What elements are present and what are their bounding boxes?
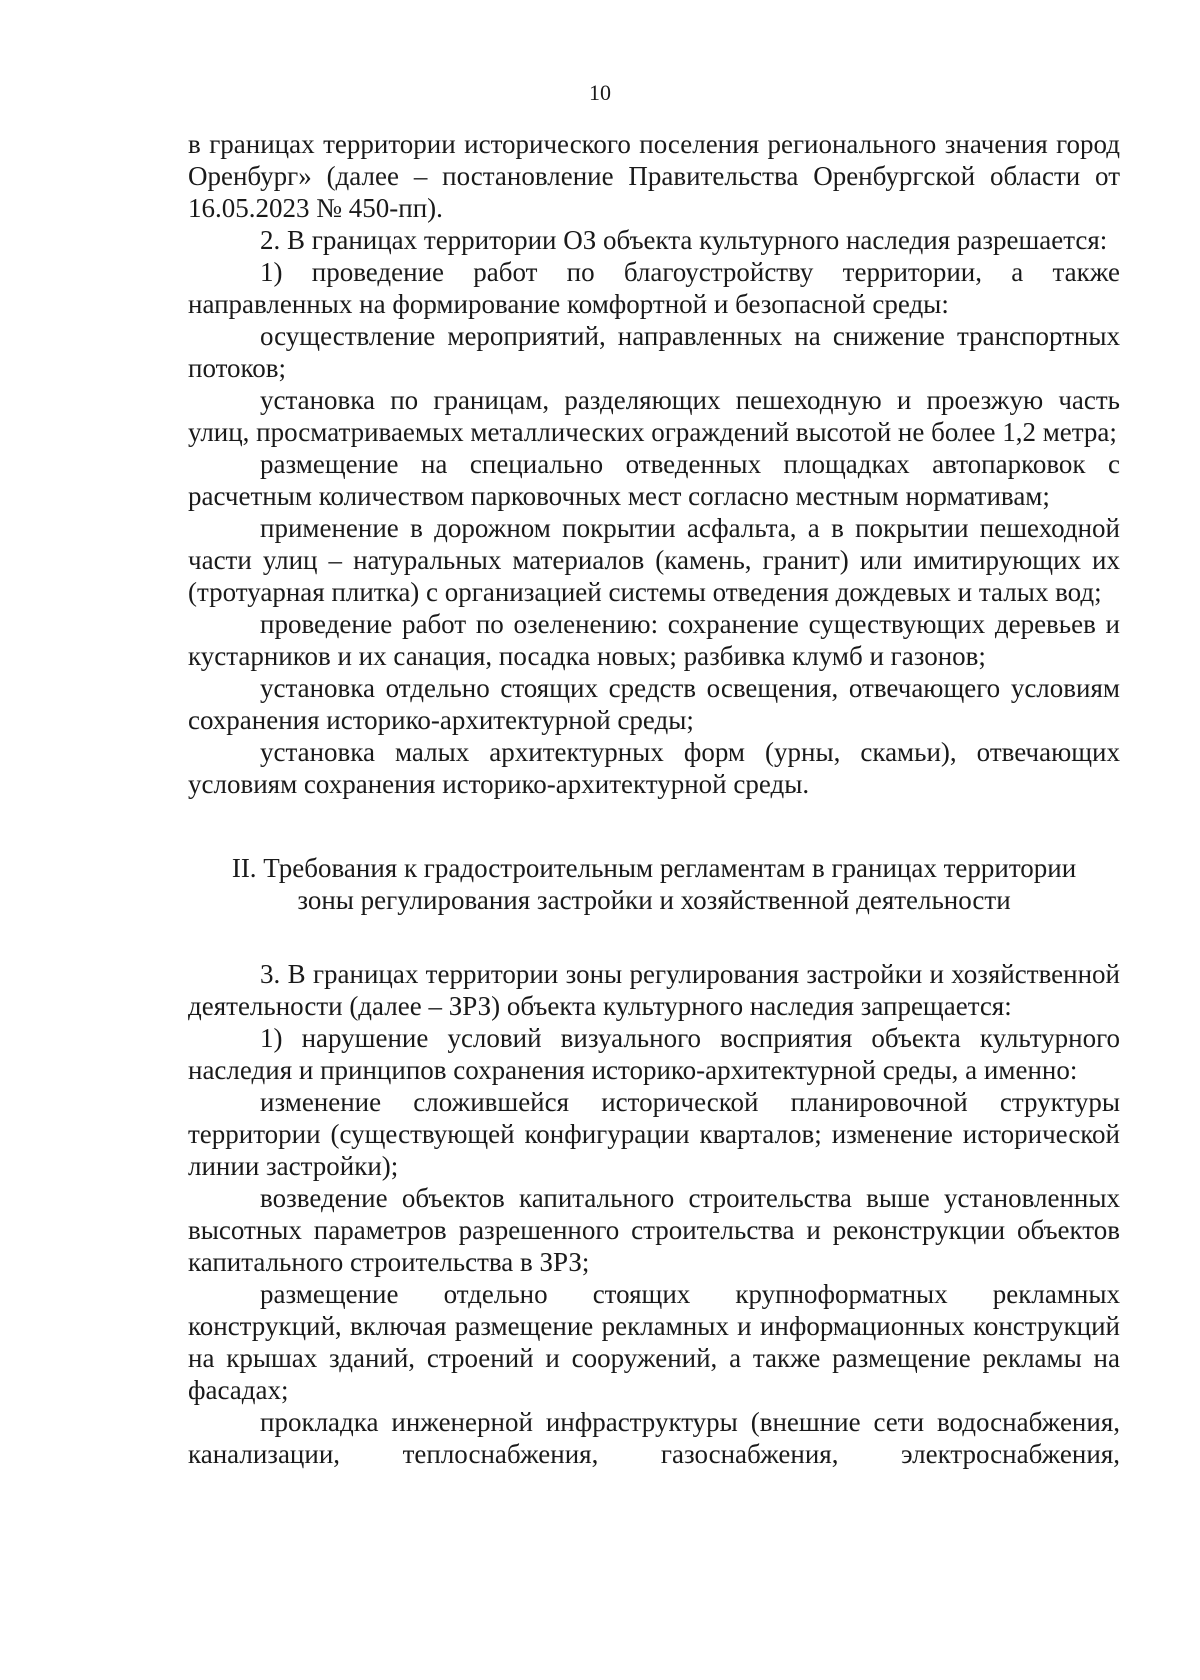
paragraphs-after <box>188 958 1120 1470</box>
paragraph: прокладка инженерной инфраструктуры (внешние сети водоснабжения, канализации, теплоснабжения, газоснабжения, электроснабжения, <box>188 1407 1120 1469</box>
paragraph: 2. В границах территории ОЗ объекта культурного наследия разрешается: <box>260 225 1108 255</box>
paragraph: проведение работ по озеленению: сохранение существующих деревьев и кустарников и их санация, посадка новых; разбивка клумб и газонов; <box>188 609 1120 671</box>
paragraph: 3. В границах территории зоны регулирования застройки и хозяйственной деятельности (далее – ЗРЗ) объекта культурного наследия запрещается: <box>188 959 1120 1021</box>
document-body <box>188 128 1120 1470</box>
paragraph: возведение объектов капитального строительства выше установленных высотных параметров разрешенного строительства и реконструкции объектов капитального строительства в ЗРЗ; <box>188 1183 1120 1277</box>
paragraph: размещение отдельно стоящих крупноформатных рекламных конструкций, включая размещение рекламных и информационных конструкций на крышах зданий, строений и сооружений, а также размещение рекламы на фасадах; <box>188 1279 1120 1405</box>
paragraph: осуществление мероприятий, направленных на снижение транспортных потоков; <box>188 321 1120 383</box>
paragraph: в границах территории исторического поселения регионального значения город Оренбург» (далее – постановление Правительства Оренбургской области от 16.05.2023 № 450-пп). <box>188 129 1120 223</box>
paragraph: размещение на специально отведенных площадках автопарковок с расчетным количеством парковочных мест согласно местным нормативам; <box>188 449 1120 511</box>
paragraphs-before <box>188 128 1120 800</box>
paragraph: 1) нарушение условий визуального восприятия объекта культурного наследия и принципов сохранения историко-архитектурной среды, а именно: <box>188 1023 1120 1085</box>
paragraph: применение в дорожном покрытии асфальта, а в покрытии пешеходной части улиц – натуральных материалов (камень, гранит) или имитирующих их (тротуарная плитка) с организацией системы отведения дождевых и талых вод; <box>188 513 1120 607</box>
section-title <box>188 852 1120 916</box>
paragraph: установка по границам, разделяющих пешеходную и проезжую часть улиц, просматриваемых металлических ограждений высотой не более 1,2 метра; <box>188 385 1120 447</box>
section-title-line-1: II. Требования к градостроительным регламентам в границах территории <box>231 853 1077 883</box>
paragraph: установка малых архитектурных форм (урны, скамьи), отвечающих условиям сохранения историко-архитектурной среды. <box>188 737 1120 799</box>
paragraph: 1) проведение работ по благоустройству территории, а также направленных на формирование комфортной и безопасной среды: <box>188 257 1120 319</box>
paragraph: изменение сложившейся исторической планировочной структуры территории (существующей конфигурации кварталов; изменение исторической линии застройки); <box>188 1087 1120 1181</box>
page-number: 10 <box>589 80 611 105</box>
section-title-line-2: зоны регулирования застройки и хозяйственной деятельности <box>297 885 1011 915</box>
paragraph: установка отдельно стоящих средств освещения, отвечающего условиям сохранения историко-архитектурной среды; <box>188 673 1120 735</box>
